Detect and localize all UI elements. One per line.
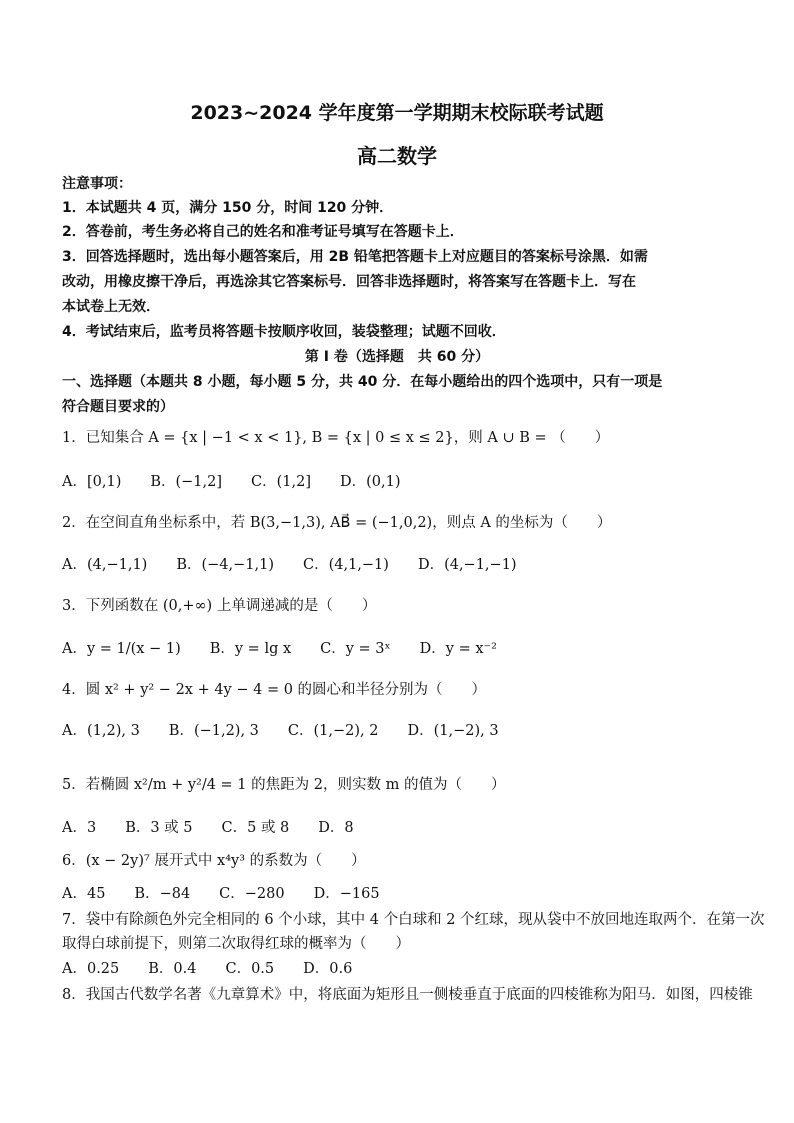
notice-item: 2．答卷前，考生务必将自己的姓名和准考证号填写在答题卡上． (62, 224, 464, 240)
section-heading-cont: 符合题目要求的） (62, 399, 174, 415)
notice-item: 1．本试题共 4 页，满分 150 分，时间 120 分钟． (62, 200, 394, 216)
question-7-options: A．0.25 B．0.4 C．0.5 D．0.6 (62, 961, 353, 977)
question-2-options: A．(4,−1,1) B．(−4,−1,1) C．(4,1,−1) D．(4,−1,−1) (62, 557, 517, 573)
exam-subtitle: 高二数学 (357, 144, 437, 168)
question-3-options: A．y = 1/(x − 1) B．y = lg x C．y = 3ˣ D．y = x⁻² (62, 641, 497, 657)
part-title: 第 I 卷（选择题 共 60 分） (304, 349, 490, 365)
notice-item: 本试卷上无效． (62, 299, 160, 315)
question-7-stem: 7．袋中有除颜色外完全相同的 6 个小球，其中 4 个白球和 2 个红球，现从袋中不放回地连取两个．在第一次 (62, 912, 765, 928)
exam-title: 2023~2024 学年度第一学期期末校际联考试题 (190, 102, 604, 124)
question-2-stem: 2．在空间直角坐标系中，若 B(3,−1,3), AB⃗ = (−1,0,2)，则点 A 的坐标为（ ） (62, 515, 612, 531)
question-3-stem: 3．下列函数在 (0,+∞) 上单调递减的是（ ） (62, 598, 377, 614)
question-7-stem-cont: 取得白球前提下，则第二次取得红球的概率为（ ） (62, 936, 410, 952)
notice-heading: 注意事项： (62, 176, 132, 192)
question-5-stem: 5．若椭圆 x²/m + y²/4 = 1 的焦距为 2，则实数 m 的值为（ ） (62, 777, 506, 793)
question-4-stem: 4．圆 x² + y² − 2x + 4y − 4 = 0 的圆心和半径分别为（ ） (62, 682, 487, 698)
question-1-stem: 1．已知集合 A = {x | −1 < x < 1}, B = {x | 0 ≤ x ≤ 2}，则 A ∪ B = （ ） (62, 430, 610, 446)
question-8-stem: 8．我国古代数学名著《九章算术》中，将底面为矩形且一侧棱垂直于底面的四棱锥称为阳马．如图，四棱锥 (62, 987, 753, 1003)
question-5-options: A．3 B．3 或 5 C．5 或 8 D．8 (62, 820, 354, 836)
notice-item: 4．考试结束后，监考员将答题卡按顺序收回，装袋整理；试题不回收． (62, 324, 506, 340)
question-6-stem: 6．(x − 2y)⁷ 展开式中 x⁴y³ 的系数为（ ） (62, 853, 366, 869)
question-4-options: A．(1,2), 3 B．(−1,2), 3 C．(1,−2), 2 D．(1,−2), 3 (62, 723, 499, 739)
question-6-options: A．45 B．−84 C．−280 D．−165 (62, 886, 380, 902)
section-heading: 一、选择题（本题共 8 小题，每小题 5 分，共 40 分．在每小题给出的四个选项中，只有一项是 (62, 374, 663, 390)
notice-item: 3．回答选择题时，选出每小题答案后，用 2B 铅笔把答题卡上对应题目的答案标号涂黑．如需 (62, 249, 648, 265)
question-1-options: A．[0,1) B．(−1,2] C．(1,2] D．(0,1) (62, 474, 401, 490)
notice-item: 改动，用橡皮擦干净后，再选涂其它答案标号．回答非选择题时，将答案写在答题卡上．写在 (62, 274, 636, 290)
